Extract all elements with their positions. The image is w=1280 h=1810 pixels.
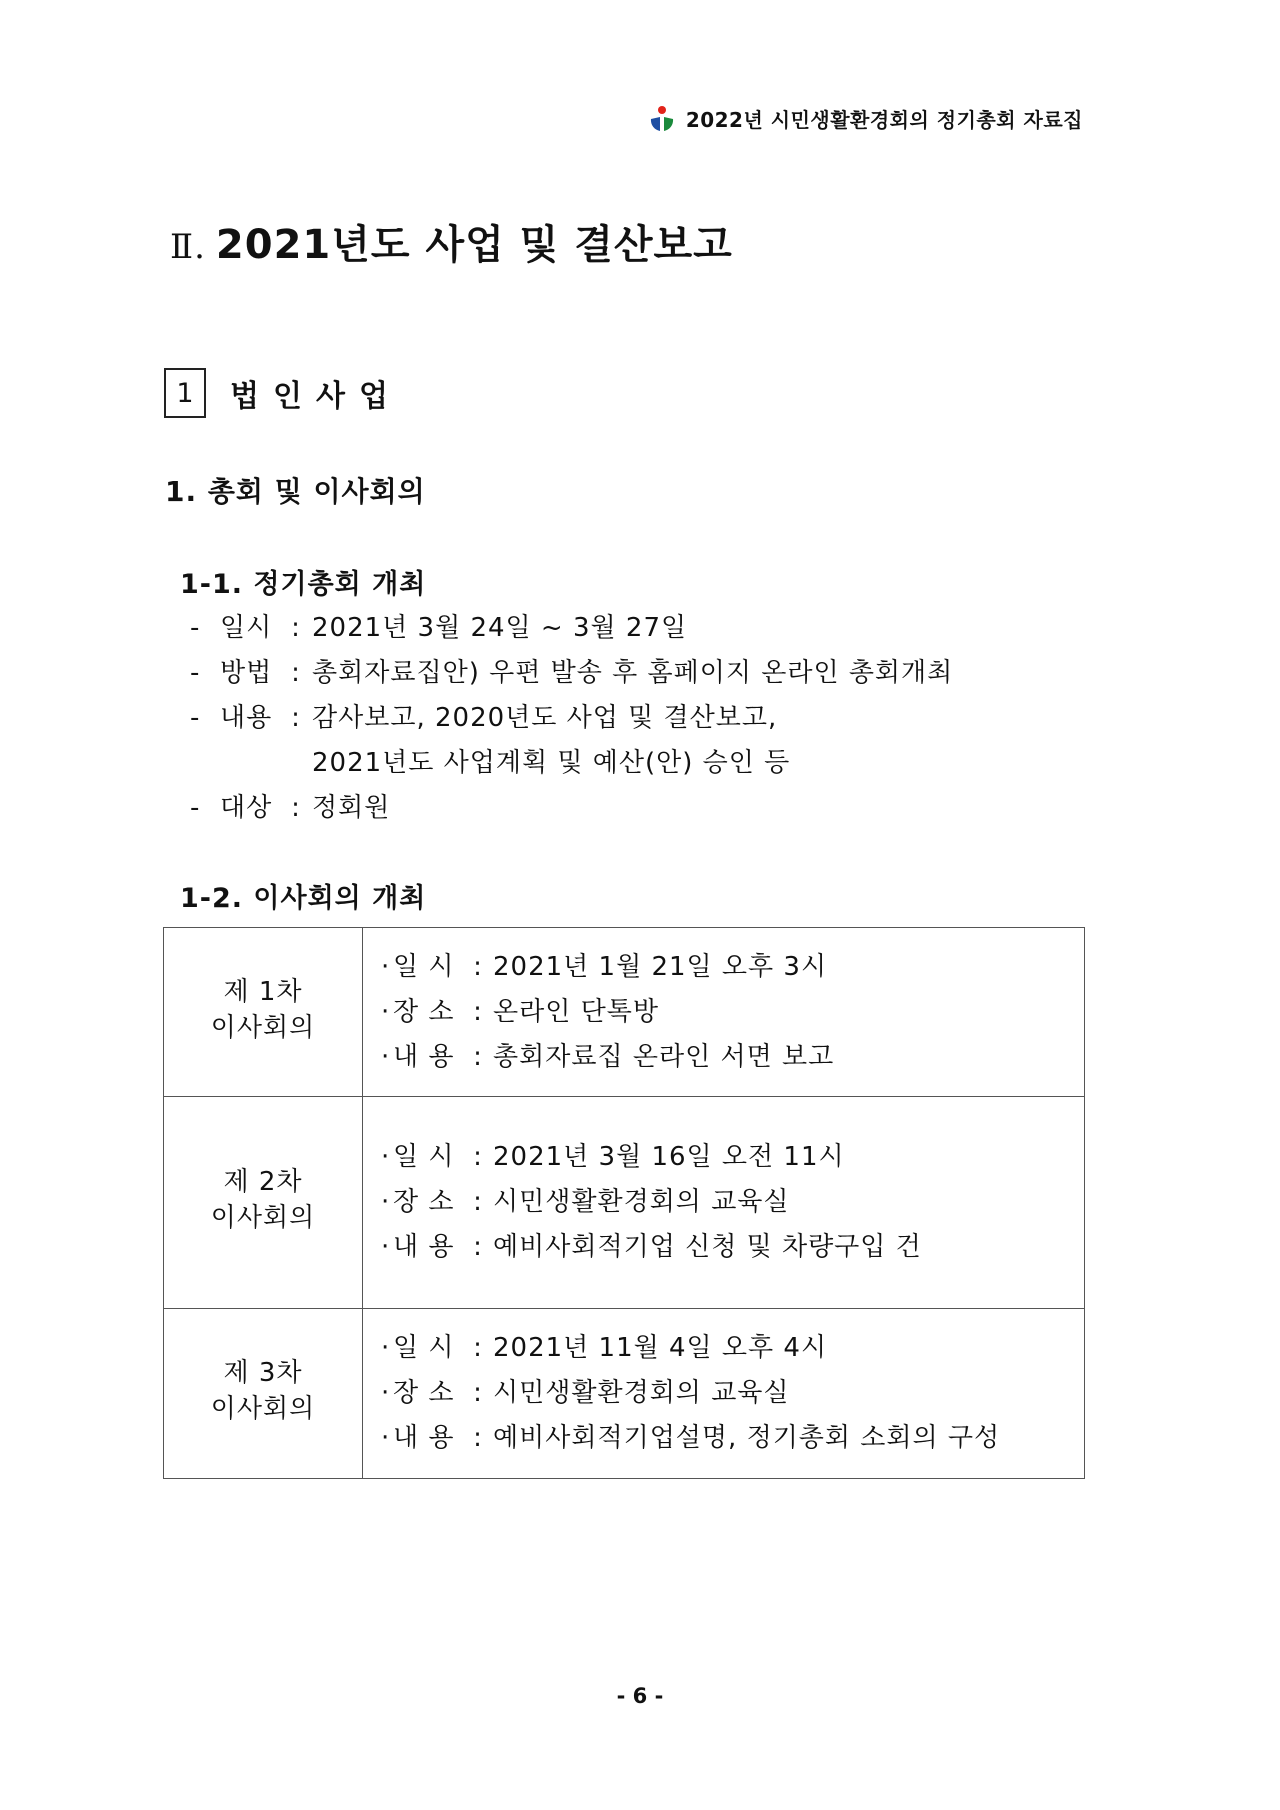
info-key: 내 용 bbox=[393, 1232, 455, 1262]
detail-key: 일시 bbox=[220, 613, 273, 643]
page-number: - 6 - bbox=[616, 1684, 664, 1708]
info-row-date bbox=[381, 945, 1083, 990]
meeting-name-cell bbox=[164, 1309, 363, 1479]
table-row bbox=[164, 1097, 1085, 1309]
bullet-dot: · bbox=[381, 1187, 391, 1217]
info-colon: : bbox=[473, 1232, 483, 1262]
detail-colon: : bbox=[291, 703, 301, 733]
meeting-info-cell bbox=[363, 1097, 1085, 1309]
chapter-number: Ⅱ. bbox=[170, 227, 206, 267]
bullet-dot: · bbox=[381, 1378, 391, 1408]
general-meeting-title: 1-1. 정기총회 개최 bbox=[180, 569, 427, 600]
section-number-box: 1 bbox=[164, 368, 206, 418]
info-key: 내 용 bbox=[393, 1423, 455, 1453]
bullet-dot: · bbox=[381, 996, 391, 1027]
info-row-place bbox=[381, 1180, 1083, 1225]
meeting-name-cell bbox=[164, 928, 363, 1097]
info-colon: : bbox=[473, 1378, 483, 1408]
info-key: 장 소 bbox=[393, 1378, 455, 1408]
board-meetings-table bbox=[163, 927, 1085, 1479]
meeting-type: 이사회의 bbox=[210, 1012, 316, 1043]
info-row-content bbox=[381, 1416, 1083, 1461]
info-colon: : bbox=[473, 1333, 483, 1363]
meeting-info-cell bbox=[363, 1309, 1085, 1479]
chapter-title-text: 2021년도 사업 및 결산보고 bbox=[215, 222, 733, 268]
detail-colon: : bbox=[291, 793, 301, 823]
table-row bbox=[164, 928, 1085, 1097]
detail-row-content bbox=[190, 696, 953, 741]
detail-value: 총회자료집안) 우편 발송 후 홈페이지 온라인 총회개최 bbox=[312, 658, 954, 688]
detail-key: 대상 bbox=[220, 793, 273, 823]
section-heading bbox=[164, 368, 402, 418]
info-key: 일 시 bbox=[393, 951, 455, 982]
bullet-dot: · bbox=[381, 1142, 391, 1172]
detail-value: 2021년 3월 24일 ~ 3월 27일 bbox=[312, 613, 688, 643]
info-value: 온라인 단톡방 bbox=[493, 996, 659, 1027]
meeting-type: 이사회의 bbox=[210, 1203, 316, 1233]
meeting-info-cell bbox=[363, 928, 1085, 1097]
meeting-number: 제 2차 bbox=[223, 1167, 303, 1197]
detail-value: 정회원 bbox=[312, 793, 391, 823]
info-key: 장 소 bbox=[393, 1187, 455, 1217]
meeting-number: 제 1차 bbox=[223, 976, 303, 1007]
bullet-dot: · bbox=[381, 1423, 391, 1453]
info-key: 내 용 bbox=[393, 1041, 455, 1072]
bullet-dash: - bbox=[190, 703, 201, 733]
info-row-place bbox=[381, 990, 1083, 1035]
general-meeting-details bbox=[190, 606, 953, 831]
info-colon: : bbox=[473, 1187, 483, 1217]
info-row-date bbox=[381, 1326, 1083, 1371]
info-value: 시민생활환경회의 교육실 bbox=[493, 1378, 790, 1408]
info-value: 시민생활환경회의 교육실 bbox=[493, 1187, 790, 1217]
info-colon: : bbox=[473, 1142, 483, 1172]
info-key: 일 시 bbox=[393, 1142, 455, 1172]
info-colon: : bbox=[473, 951, 483, 982]
info-value: 2021년 3월 16일 오전 11시 bbox=[493, 1142, 845, 1172]
detail-continuation: 2021년도 사업계획 및 예산(안) 승인 등 bbox=[312, 748, 791, 778]
info-key: 장 소 bbox=[393, 996, 455, 1027]
bullet-dot: · bbox=[381, 951, 391, 982]
meeting-number: 제 3차 bbox=[223, 1358, 303, 1388]
info-colon: : bbox=[473, 1041, 483, 1072]
info-value: 2021년 11월 4일 오후 4시 bbox=[493, 1333, 828, 1363]
detail-colon: : bbox=[291, 658, 301, 688]
info-row-place bbox=[381, 1371, 1083, 1416]
detail-colon: : bbox=[291, 613, 301, 643]
meeting-type: 이사회의 bbox=[210, 1394, 316, 1424]
board-meetings-title: 1-2. 이사회의 개최 bbox=[180, 883, 427, 914]
table-row bbox=[164, 1309, 1085, 1479]
detail-row-date bbox=[190, 606, 953, 651]
organization-logo-icon bbox=[648, 105, 676, 133]
chapter-title bbox=[170, 213, 733, 270]
info-row-date bbox=[381, 1135, 1083, 1180]
detail-value: 감사보고, 2020년도 사업 및 결산보고, bbox=[312, 703, 778, 733]
subsection-title: 1. 총회 및 이사회의 bbox=[165, 475, 426, 508]
detail-row-content-continued bbox=[190, 741, 953, 786]
bullet-dash: - bbox=[190, 793, 201, 823]
detail-row-method bbox=[190, 651, 953, 696]
section-title: 법인사업 bbox=[230, 379, 402, 414]
info-value: 총회자료집 온라인 서면 보고 bbox=[493, 1041, 835, 1072]
bullet-dot: · bbox=[381, 1041, 391, 1072]
info-value: 2021년 1월 21일 오후 3시 bbox=[493, 951, 828, 982]
meeting-name-cell bbox=[164, 1097, 363, 1309]
detail-key: 방법 bbox=[220, 658, 273, 688]
bullet-dash: - bbox=[190, 658, 201, 688]
detail-key: 내용 bbox=[220, 703, 273, 733]
info-value: 예비사회적기업설명, 정기총회 소회의 구성 bbox=[493, 1423, 1001, 1453]
detail-row-target bbox=[190, 786, 953, 831]
info-row-content bbox=[381, 1225, 1083, 1270]
info-colon: : bbox=[473, 1423, 483, 1453]
bullet-dot: · bbox=[381, 1333, 391, 1363]
info-value: 예비사회적기업 신청 및 차량구입 건 bbox=[493, 1232, 922, 1262]
header-title: 2022년 시민생활환경회의 정기총회 자료집 bbox=[685, 108, 1083, 132]
bullet-dot: · bbox=[381, 1232, 391, 1262]
bullet-dash: - bbox=[190, 613, 201, 643]
document-header bbox=[648, 104, 1083, 133]
info-key: 일 시 bbox=[393, 1333, 455, 1363]
info-colon: : bbox=[473, 996, 483, 1027]
info-row-content bbox=[381, 1035, 1083, 1080]
